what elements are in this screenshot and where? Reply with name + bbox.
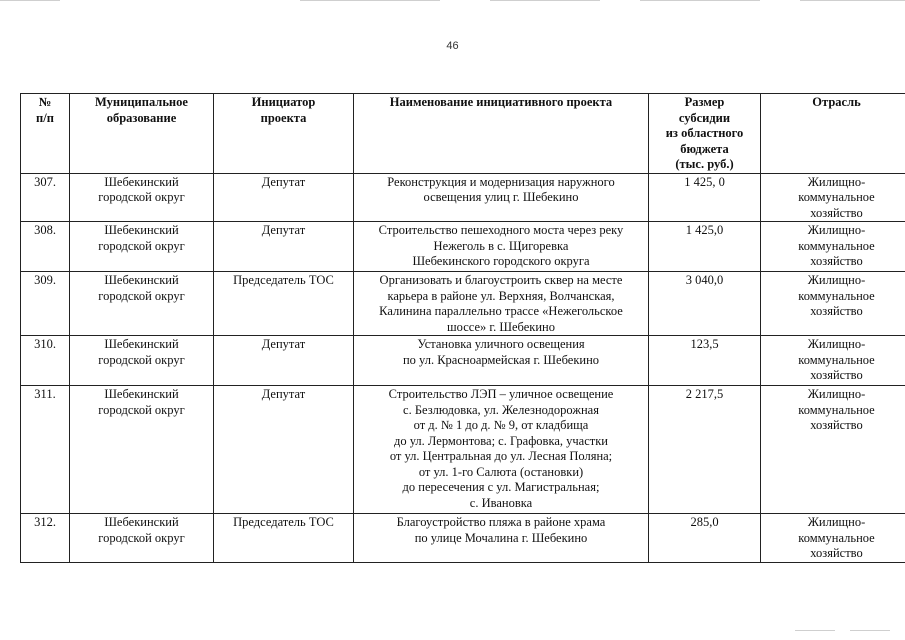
row-num: 308. xyxy=(21,222,70,272)
header-project: Наименование инициативного проекта xyxy=(354,94,649,174)
header-subsidy: Размер субсидии из областного бюджета (тыс. руб.) xyxy=(649,94,761,174)
table-row xyxy=(21,222,905,272)
header-municipality: Муниципальное образование xyxy=(70,94,214,174)
scan-edge-line xyxy=(795,630,835,631)
table-row xyxy=(21,272,905,336)
scan-edge-line xyxy=(850,630,890,631)
header-industry: Отрасль xyxy=(761,94,905,174)
scan-edge-line xyxy=(300,0,440,1)
row-num: 310. xyxy=(21,336,70,386)
row-initiator: Председатель ТОС xyxy=(214,514,354,563)
row-project: Реконструкция и модернизация наружного освещения улиц г. Шебекино xyxy=(354,173,649,222)
scan-edge-line xyxy=(0,0,60,1)
row-initiator: Депутат xyxy=(214,336,354,386)
table-row xyxy=(21,173,905,222)
row-project: Установка уличного освещения по ул. Красноармейская г. Шебекино xyxy=(354,336,649,386)
row-subsidy: 123,5 xyxy=(649,336,761,386)
row-project: Строительство ЛЭП – уличное освещение с. Безлюдовка, ул. Железнодорожная от д. № 1 до д. № 9, от кладбища до ул. Лермонтова; с. Графовка, участки от ул. Центральная до ул. Лесная Поляна; от ул. 1-го Салюта (остановки) до пересечения с ул. Магистральная; с. Ивановка xyxy=(354,386,649,514)
row-industry: Жилищно- коммунальное хозяйство xyxy=(761,336,905,386)
row-industry: Жилищно- коммунальное хозяйство xyxy=(761,272,905,336)
row-initiator: Депутат xyxy=(214,173,354,222)
row-subsidy: 3 040,0 xyxy=(649,272,761,336)
row-municipality: Шебекинский городской округ xyxy=(70,386,214,514)
row-industry: Жилищно- коммунальное хозяйство xyxy=(761,514,905,563)
row-num: 311. xyxy=(21,386,70,514)
table-row xyxy=(21,386,905,514)
row-industry: Жилищно- коммунальное хозяйство xyxy=(761,173,905,222)
row-subsidy: 2 217,5 xyxy=(649,386,761,514)
scan-edge-line xyxy=(490,0,600,1)
table-row xyxy=(21,336,905,386)
table-row xyxy=(21,514,905,563)
table-header-row xyxy=(21,94,905,174)
page-number: 46 xyxy=(446,40,459,52)
row-initiator: Депутат xyxy=(214,222,354,272)
row-project: Благоустройство пляжа в районе храма по улице Мочалина г. Шебекино xyxy=(354,514,649,563)
scan-edge-line xyxy=(800,0,905,1)
row-subsidy: 1 425, 0 xyxy=(649,173,761,222)
projects-table xyxy=(20,93,905,563)
row-municipality: Шебекинский городской округ xyxy=(70,272,214,336)
header-num: № п/п xyxy=(21,94,70,174)
header-initiator: Инициатор проекта xyxy=(214,94,354,174)
row-municipality: Шебекинский городской округ xyxy=(70,173,214,222)
row-num: 307. xyxy=(21,173,70,222)
row-initiator: Депутат xyxy=(214,386,354,514)
scan-edge-line xyxy=(640,0,760,1)
row-industry: Жилищно- коммунальное хозяйство xyxy=(761,386,905,514)
row-project: Организовать и благоустроить сквер на месте карьера в районе ул. Верхняя, Волчанская, Калинина параллельно трассе «Нежегольское шоссе» г. Шебекино xyxy=(354,272,649,336)
row-num: 309. xyxy=(21,272,70,336)
row-municipality: Шебекинский городской округ xyxy=(70,222,214,272)
row-initiator: Председатель ТОС xyxy=(214,272,354,336)
row-subsidy: 1 425,0 xyxy=(649,222,761,272)
row-municipality: Шебекинский городской округ xyxy=(70,336,214,386)
row-municipality: Шебекинский городской округ xyxy=(70,514,214,563)
row-num: 312. xyxy=(21,514,70,563)
row-project: Строительство пешеходного моста через реку Нежеголь в с. Щигоревка Шебекинского городского округа xyxy=(354,222,649,272)
row-subsidy: 285,0 xyxy=(649,514,761,563)
row-industry: Жилищно- коммунальное хозяйство xyxy=(761,222,905,272)
